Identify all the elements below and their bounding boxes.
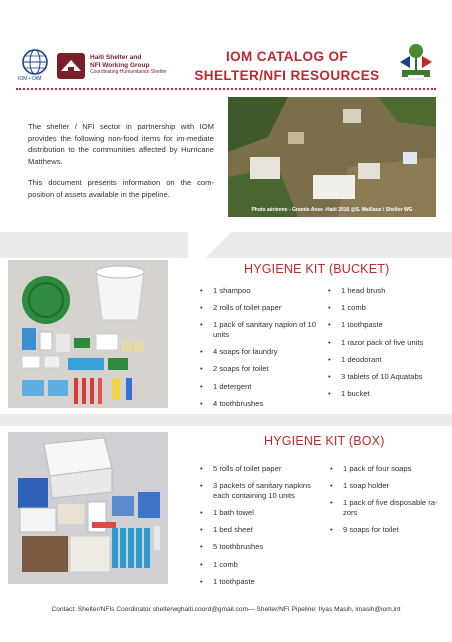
box-kit-photo: [8, 432, 168, 584]
list-item: • 1 detergent: [200, 382, 318, 392]
title-line-1: IOM CATALOG OF: [225, 49, 349, 64]
list-item: • 1 deodorant: [328, 355, 442, 365]
working-group-logo-icon: [56, 51, 86, 81]
page-title: [182, 47, 392, 85]
list-item: • 1 comb: [328, 303, 442, 313]
list-item: • 9 soaps for toilet: [330, 525, 444, 535]
list-item: • 2 soaps for toilet: [200, 364, 318, 374]
iom-caption: IOM • OIM: [18, 76, 42, 82]
org-line-2: NFI Working Group: [90, 61, 150, 69]
list-item: • 1 toothpaste: [328, 320, 442, 330]
list-item: • 1 comb: [200, 560, 328, 570]
header: [0, 0, 452, 92]
bucket-kit-list-right: [328, 286, 442, 406]
list-item: • 4 soaps for laundry: [200, 347, 318, 357]
title-line-2: SHELTER/NFI RESOURCES: [194, 68, 380, 83]
list-item: • 1 head brush: [328, 286, 442, 296]
footer-contact: Contact: Shelter/NFIs Coordinator shelterwghaiti.coord@gmail.com— Shelter/NFI Pipeline: Ilyas Masih, imasih@iom.int: [51, 606, 401, 613]
section-band-notch: [188, 232, 248, 260]
list-item: • 1 shampoo: [200, 286, 318, 296]
bucket-kit-title: HYGIENE KIT (BUCKET): [244, 262, 390, 276]
header-divider: [16, 88, 436, 90]
org-line-3: Coordinating Humanitarian Shelter: [90, 69, 167, 75]
box-kit-list-right: [330, 464, 444, 542]
aerial-photo: [228, 97, 436, 217]
intro-paragraph-1: The shelter / NFI sector in partnership with IOM provides the following non-food items for im-mediate distribution to the communities affected by Hurricane Matthews.: [28, 122, 214, 166]
intro-text: [28, 121, 214, 211]
haiti-coat-of-arms-icon: [394, 42, 438, 82]
organization-name: [90, 54, 167, 77]
aerial-photo-caption: Photo aérienne - Grande Anse -Haiti 2016 @S. Maillaux / Shelter WG: [251, 207, 413, 213]
org-line-1: Haiti Shelter and: [90, 54, 142, 61]
list-item: • 1 soap holder: [330, 481, 444, 491]
list-item: • 2 rolls of toilet paper: [200, 303, 318, 313]
list-item: • 3 tablets of 10 Aquatabs: [328, 372, 442, 382]
box-kit-title: HYGIENE KIT (BOX): [264, 434, 385, 448]
list-item: • 1 razor pack of five units: [328, 338, 442, 348]
bucket-kit-list-left: [200, 286, 318, 416]
list-item: • 1 pack of five disposable ra-zors: [330, 498, 444, 517]
list-item: • 1 toothpaste: [200, 577, 328, 587]
aerial-photo-image: [228, 97, 436, 217]
box-kit-photo-image: [8, 432, 168, 584]
box-kit-list-left: [200, 464, 328, 594]
bucket-kit-photo: [8, 260, 168, 408]
list-item: • 1 pack of four soaps: [330, 464, 444, 474]
list-item: • 1 bed sheet: [200, 525, 328, 535]
bucket-kit-photo-image: [8, 260, 168, 408]
section-separator: [0, 414, 452, 426]
list-item: • 1 bath towel: [200, 508, 328, 518]
list-item: • 1 bucket: [328, 389, 442, 399]
list-item: • 3 packets of sanitary napkins each containing 10 units: [200, 481, 328, 500]
list-item: • 5 toothbrushes: [200, 542, 328, 552]
list-item: • 5 rolls of toilet paper: [200, 464, 328, 474]
list-item: • 4 toothbrushes: [200, 399, 318, 409]
list-item: • 1 pack of sanitary napkin of 10 units: [200, 320, 318, 339]
intro-paragraph-2: This document presents information on the com-position of assets available in the pipeline.: [28, 178, 214, 199]
